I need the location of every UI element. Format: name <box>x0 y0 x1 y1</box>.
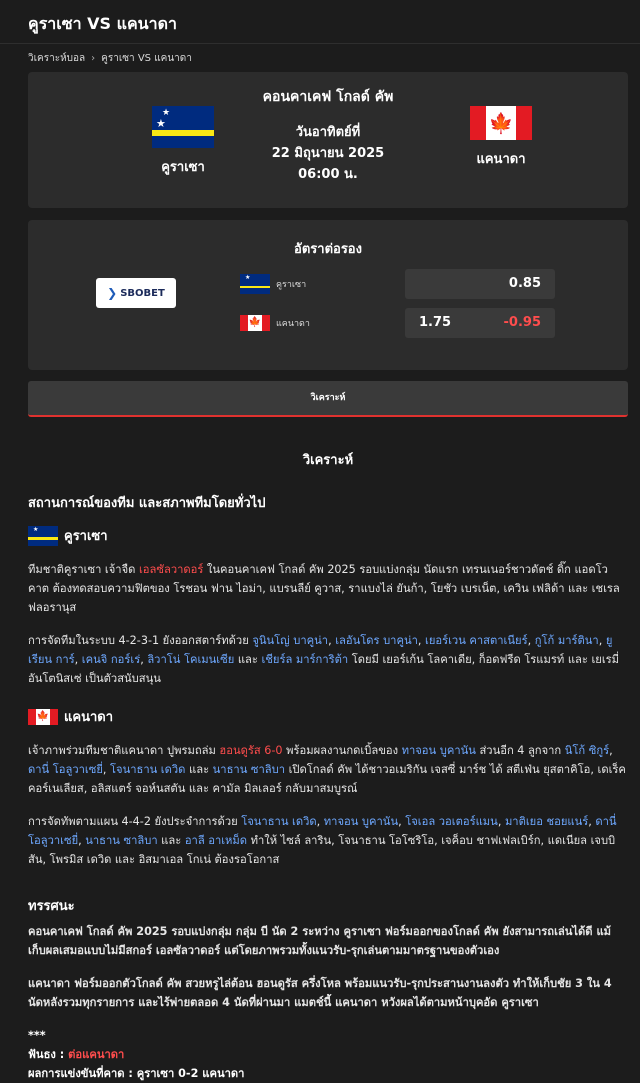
paragraph-text: , <box>328 634 336 647</box>
chevron-right-icon: › <box>91 52 96 64</box>
breadcrumb-current: คูราเซา VS แคนาดา <box>101 52 192 64</box>
canada-paragraph-1 <box>28 741 628 798</box>
analysis-content <box>28 440 628 1083</box>
team-heading-canada: 🍁 แคนาดา <box>28 706 628 727</box>
odds-row-away <box>240 315 310 331</box>
team-heading-curacao: ★ คูราเซา <box>28 525 628 546</box>
odds-row-home <box>240 274 306 294</box>
pick-value: ต่อแคนาดา <box>68 1048 125 1061</box>
paragraph-text: การจัดทีมในระบบ 4-2-3-1 ยังออกสตาร์ทด้วย <box>28 634 253 647</box>
paragraph-text: , <box>588 815 596 828</box>
paragraph-text: ทีมชาติคูราเซา เจ้าจืด <box>28 563 139 576</box>
player-link[interactable]: นิโก้ ซิกูร์ <box>564 744 610 757</box>
player-link[interactable]: จูนินโญ่ บาคูน่า <box>252 634 329 647</box>
paragraph-text: การจัดทัพตามแผน 4-4-2 ยังประจำการด้วย <box>28 815 242 828</box>
paragraph-text: ในคอนคาเคฟ โกลด์ คัพ 2025 รอบแบ่งกลุ่ม นัดแรก เทรนเนอร์ชาวดัตช์ ดิ๊ก แอดโวคาต ต้องทดสอบความฟิตของ โรชอน ฟาน ไอม่า, แบรนลีย์ คูวาส, ราแบงไล่ ยันก้า, โยชัว เบรเน็ต, เควิน เฟลิด้า และ เชเรล ฟลอรานุส <box>28 563 620 614</box>
paragraph-text: โดยมี เยอร์เก้น โลคาเดีย, ก็อดฟรีด โรแมรท์ และ เยเรมี่ อันโตนิสเซ่ เป็นตัวสนับสนุน <box>28 653 620 685</box>
curacao-paragraph-2 <box>28 631 628 688</box>
match-day: วันอาทิตย์ที่ <box>295 125 361 140</box>
player-link[interactable]: ทาจอน บูคานัน <box>401 744 476 757</box>
paragraph-text: ส่วนอีก 4 ลูกจาก <box>475 744 565 757</box>
paragraph-text: , <box>417 634 425 647</box>
paragraph-text: , <box>398 815 406 828</box>
pick-line: ฟันธง : ต่อแคนาดา <box>28 1048 125 1061</box>
home-team-name: คูราเซา <box>161 160 205 175</box>
canada-flag-icon: 🍁 <box>470 106 532 140</box>
player-link[interactable]: เคนจิ กอร์เร่ <box>81 653 141 666</box>
odds-box-away[interactable] <box>405 308 555 338</box>
paragraph-text: , <box>102 763 110 776</box>
player-link[interactable]: นาธาน ซาลิบา <box>212 763 286 776</box>
player-link[interactable]: ดานี่ โอลูวาเซยี่ <box>28 815 617 847</box>
highlight-text: เอลซัลวาดอร์ <box>138 563 204 576</box>
score-value: คูราเซา 0-2 แคนาดา <box>136 1067 245 1080</box>
competition-name: คอนคาเคฟ โกลด์ คัพ <box>262 89 394 105</box>
analysis-title: วิเคราะห์ <box>302 453 354 468</box>
outlook-paragraph-2: แคนาดา ฟอร์มออกตัวโกลด์ คัพ สวยหรูไล่ต้อน ฮอนดูรัส ครึ่งโหล พร้อมแนวรับ-รุกประสานงานลงตัว ทำให้เก็บชัย 3 ใน 4 นัดหลังรวมทุกรายการ และไร้พ่ายตลอด 4 นัดที่ผ่านมา แมตช์นี้ แคนาดา หวังผลได้ตามหน้าบุคอัด คูราเซา <box>28 977 612 1009</box>
price-value: 0.85 <box>508 276 541 291</box>
highlight-text: ฮอนดูรัส 6-0 <box>219 744 283 757</box>
curacao-paragraph-1 <box>28 560 628 617</box>
price-value: -0.95 <box>503 315 541 330</box>
player-link[interactable]: โจเอล วอเตอร์แมน <box>405 815 498 828</box>
breadcrumb <box>0 44 640 68</box>
player-link[interactable]: นาธาน ซาลิบา <box>85 834 158 847</box>
paragraph-text: และ <box>185 763 213 776</box>
sbobet-mark-icon: ❯ <box>107 286 118 300</box>
canada-flag-icon: 🍁 <box>28 709 58 725</box>
page-title: คูราเซา VS แคนาดา <box>0 0 640 44</box>
sbobet-logo: ❯ SBOBET <box>96 278 176 308</box>
paragraph-text: , <box>78 834 86 847</box>
outlook-paragraph-1: คอนคาเคฟ โกลด์ คัพ 2025 รอบแบ่งกลุ่ม กลุ่ม บี นัด 2 ระหว่าง คูราเซา ฟอร์มออกของโกลด์ คัพ ยังสามารถเล่นได้ดี แม้เก็บผลเสมอแบบไม่มีสกอร์ เอลซัลวาดอร์ แต่โดยภาพรวมทั้งแนวรับ-รุกเล่นตามมาตรฐานของตัวเอง <box>28 925 612 957</box>
player-link[interactable]: ดานี่ โอลูวาเซยี่ <box>28 763 103 776</box>
curacao-flag-icon: ★ <box>240 274 270 294</box>
player-link[interactable]: ทาจอน บูคานัน <box>323 815 399 828</box>
player-link[interactable]: เชียร์ล มาร์การิต้า <box>261 653 349 666</box>
paragraph-text: , <box>140 653 148 666</box>
player-link[interactable]: เลอันโดร บาคูน่า <box>335 634 418 647</box>
player-link[interactable]: โจนาธาน เดวิด <box>241 815 317 828</box>
player-link[interactable]: มาติเยอ ชอยแนร์ <box>504 815 589 828</box>
odds-card <box>28 220 628 370</box>
odds-title: อัตราต่อรอง <box>294 242 362 257</box>
paragraph-text: , <box>609 744 613 757</box>
paragraph-text: , <box>598 634 606 647</box>
player-link[interactable]: อาลี อาเหม็ด <box>184 834 248 847</box>
player-link[interactable]: โจนาธาน เดวิด <box>110 763 186 776</box>
odds-box-home[interactable] <box>405 269 555 299</box>
odds-team-name: แคนาดา <box>276 319 310 329</box>
odds-team-name: คูราเซา <box>276 280 307 290</box>
paragraph-text: เปิดโกลด์ คัพ ได้ชาวอเมริกัน เจสซี่ มาร์ช ได้ สตีเฟ่น ยุสตาคิโอ, เดเร็ค คอร์เนเลียส, อลิสแตร์ จอห์นสตัน และ คามัล มิลเลอร์ กลับมาสมบูรณ์ <box>28 763 626 795</box>
breadcrumb-home-link[interactable]: วิเคราะห์บอล <box>28 52 86 64</box>
match-date: 22 มิถุนายน 2025 <box>271 146 385 161</box>
curacao-flag-icon: ★ <box>28 526 58 546</box>
paragraph-text: พร้อมผลงานกดเบิ้ลของ <box>282 744 402 757</box>
outlook-title: ทรรศนะ <box>28 899 75 914</box>
paragraph-text: และ <box>234 653 262 666</box>
paragraph-text: , <box>497 815 505 828</box>
paragraph-text: และ <box>157 834 185 847</box>
handicap-value: 1.75 <box>419 315 452 330</box>
paragraph-text: , <box>527 634 535 647</box>
paragraph-text: , <box>316 815 324 828</box>
away-team-name: แคนาดา <box>476 152 526 167</box>
section-title: สถานการณ์ของทีม และสภาพทีมโดยทั่วไป <box>28 496 266 511</box>
paragraph-text: เจ้าภาพร่วมทีมชาติแคนาดา ปูพรมถล่ม <box>28 744 220 757</box>
paragraph-text: , <box>74 653 82 666</box>
curacao-flag-icon: ★ ★ <box>152 106 214 148</box>
match-time: 06:00 น. <box>298 167 358 182</box>
analyze-button[interactable]: วิเคราะห์ <box>28 381 628 417</box>
player-link[interactable]: เยอร์เวน คาสตาเนียร์ <box>425 634 528 647</box>
player-link[interactable]: ยูเรียน การ์ <box>28 634 613 666</box>
canada-flag-icon: 🍁 <box>240 315 270 331</box>
canada-paragraph-2 <box>28 812 628 869</box>
score-line: ผลการแข่งขันที่คาด : คูราเซา 0-2 แคนาดา <box>28 1067 245 1080</box>
player-link[interactable]: กูโก้ มาร์ตินา <box>534 634 599 647</box>
match-card <box>28 72 628 208</box>
paragraph-text: ทำให้ ไซล์ ลาริน, โจนาธาน โอโซริโอ, เจค็อบ ชาฟเฟลเบิร์ก, แดเนียล เจบบิสัน, โพรมิส เดวิด และ อิสมาเอล โกเน่ ต้องรอโอกาส <box>28 834 616 866</box>
stars-divider: *** <box>28 1029 46 1042</box>
player-link[interactable]: ลิวาโน่ โคเมนเซีย <box>147 653 235 666</box>
away-team <box>441 106 561 169</box>
